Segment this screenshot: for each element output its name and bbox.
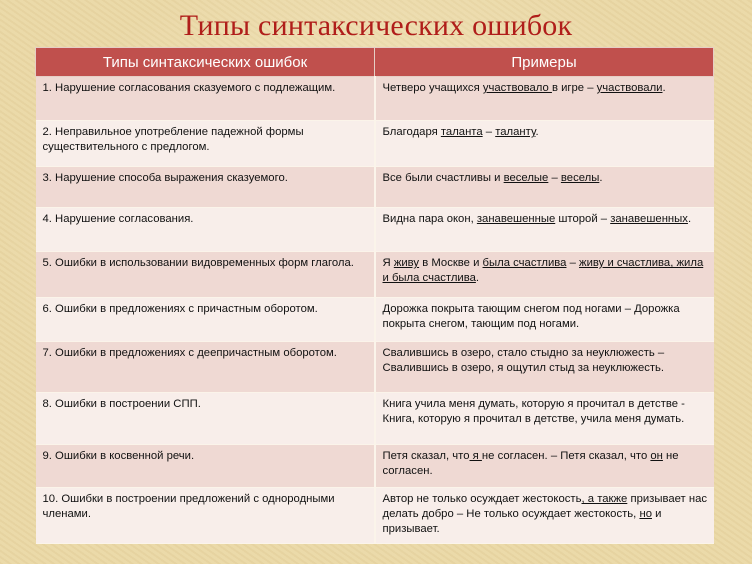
error-type-cell: 6. Ошибки в предложениях с причастным оборотом.: [36, 298, 375, 342]
error-type-cell: 4. Нарушение согласования.: [36, 208, 375, 252]
error-type-cell: 10. Ошибки в построении предложений с однородными членами.: [36, 488, 375, 544]
example-text: Свалившись в озеро, стало стыдно за неуклюжесть – Свалившись в озеро, я ощутил стыд за неуклюжесть.: [382, 347, 665, 374]
example-text: –: [548, 172, 561, 184]
example-text: Видна пара окон,: [382, 213, 477, 225]
example-text: Автор не только осуждает жестокость: [382, 493, 582, 505]
error-type-cell: 3. Нарушение способа выражения сказуемого.: [36, 167, 375, 208]
example-underlined-text: занавешенные: [476, 213, 556, 225]
example-text: и призывает.: [382, 508, 662, 535]
example-text: не согласен. – Петя сказал, что: [481, 450, 651, 462]
example-text: Дорожка покрыта тающим снегом под ногами – Дорожка покрыта снегом, тающим под ногами.: [382, 303, 680, 330]
example-underlined-text: веселы: [560, 172, 600, 184]
error-type-cell: 2. Неправильное употребление падежной формы существительного с предлогом.: [36, 121, 375, 167]
example-text: в игре –: [551, 82, 597, 94]
header-examples: Примеры: [375, 48, 714, 77]
example-text: .: [662, 82, 666, 94]
example-underlined-text: живу и счастлива, жила и была счастлива: [382, 257, 704, 284]
example-cell: [375, 121, 714, 167]
example-cell: [375, 393, 714, 445]
example-cell: [375, 342, 714, 393]
example-cell: [375, 445, 714, 488]
example-underlined-text: , а также: [581, 493, 628, 505]
table-row: [36, 208, 714, 252]
example-underlined-text: я: [469, 450, 482, 462]
example-text: .: [599, 172, 603, 184]
table-row: [36, 445, 714, 488]
example-text: Я: [382, 257, 394, 269]
error-type-cell: 7. Ошибки в предложениях с деепричастным оборотом.: [36, 342, 375, 393]
example-cell: [375, 298, 714, 342]
table-row: [36, 488, 714, 544]
header-types: Типы синтаксических ошибок: [36, 48, 375, 77]
example-text: призывает нас делать добро – Не только осуждает жестокость,: [382, 493, 708, 520]
example-text: Петя сказал, что: [382, 450, 470, 462]
example-underlined-text: занавешенных: [610, 213, 688, 225]
syntax-errors-table: [35, 47, 714, 544]
example-text: Все были счастливы и: [382, 172, 504, 184]
example-text: Книга учила меня думать, которую я прочитал в детстве - Книга, которую я прочитал в детстве, учила меня думать.: [382, 398, 685, 425]
table-header-row: [36, 48, 714, 77]
example-cell: [375, 252, 714, 298]
example-text: в Москве и: [419, 257, 483, 269]
table-row: [36, 298, 714, 342]
slide-title: Типы синтаксических ошибок: [179, 9, 573, 42]
example-cell: [375, 77, 714, 121]
table-row: [36, 167, 714, 208]
example-underlined-text: но: [639, 508, 652, 520]
example-underlined-text: таланта: [440, 126, 483, 138]
example-underlined-text: веселые: [503, 172, 549, 184]
example-underlined-text: была счастлива: [482, 257, 567, 269]
table-row: [36, 252, 714, 298]
example-text: не согласен.: [382, 450, 679, 477]
example-text: .: [535, 126, 539, 138]
table-row: [36, 77, 714, 121]
table-row: [36, 121, 714, 167]
example-text: Благодаря: [382, 126, 441, 138]
example-text: шторой –: [555, 213, 611, 225]
error-type-cell: 9. Ошибки в косвенной речи.: [36, 445, 375, 488]
example-underlined-text: таланту: [495, 126, 536, 138]
example-underlined-text: он: [650, 450, 663, 462]
example-cell: [375, 167, 714, 208]
example-underlined-text: участвовало: [482, 82, 552, 94]
example-text: –: [566, 257, 580, 269]
table-row: [36, 393, 714, 445]
error-type-cell: 5. Ошибки в использовании видовременных форм глагола.: [36, 252, 375, 298]
table-row: [36, 342, 714, 393]
example-text: Четверо учащихся: [382, 82, 483, 94]
example-text: –: [482, 126, 496, 138]
example-underlined-text: живу: [393, 257, 420, 269]
example-cell: [375, 488, 714, 544]
example-text: .: [475, 272, 480, 284]
table-body: [36, 77, 714, 544]
error-type-cell: 1. Нарушение согласования сказуемого с подлежащим.: [36, 77, 375, 121]
example-underlined-text: участвовали: [596, 82, 663, 94]
error-type-cell: 8. Ошибки в построении СПП.: [36, 393, 375, 445]
example-cell: [375, 208, 714, 252]
example-text: .: [687, 213, 692, 225]
